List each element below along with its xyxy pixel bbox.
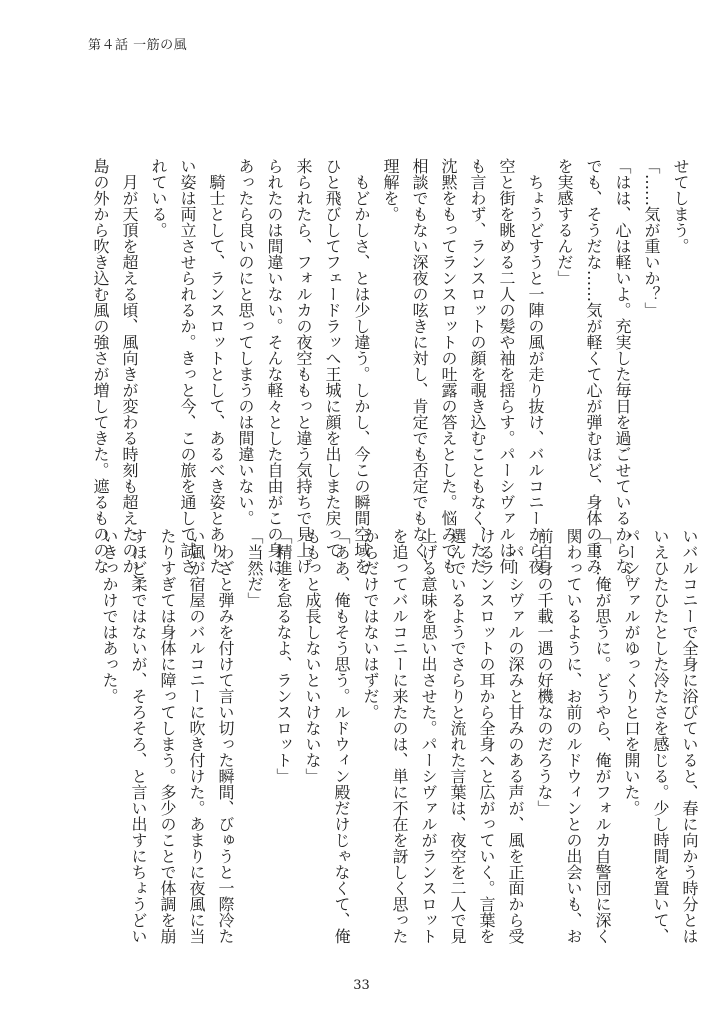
text-line: 月が天頂を超える頃、風向きが変わる時刻も超えたのか、 [120, 158, 139, 590]
text-line: 騎士として、ランスロットとして、あるべき姿とありた [207, 158, 226, 574]
text-line: れている。 [149, 158, 168, 238]
text-line: いバルコニーで全身に浴びていると、春に向かう時分とは [680, 528, 699, 944]
text-line: たりすぎては身体に障ってしまう。多少のことで体調を崩 [158, 528, 177, 944]
text-line: 理解を。 [381, 158, 400, 222]
page-number: 33 [353, 978, 370, 993]
text-line: 沈黙をもってランスロットの吐露の答えとした。悩みでも [439, 158, 458, 574]
text-line: 空と街を眺める二人の髪や袖を揺らす。パーシヴァルは何 [497, 158, 516, 574]
text-line: でも、そうだな……気が軽くて心が弾むほど、身体の重み [584, 158, 603, 574]
text-line: 「はは、心は軽いよ。充実した毎日を過ごせているからな。 [613, 158, 632, 590]
text-line: けるランスロットの耳から全身へと広がっていく。言葉を [477, 528, 496, 944]
text-line: いえひたひたとした冷たさを感じる。少し時間を置いて、 [651, 528, 670, 944]
text-line: からだけではないはずだ。 [361, 528, 380, 720]
text-line: い姿は両立させられるか。きっと今、この旅を通して試さ [178, 158, 197, 574]
text-line: 「当然だ」 [245, 528, 264, 608]
text-line: すほど柔ではないが、そろそろ、と言い出すにちょうどい [129, 528, 148, 944]
text-line: ひと飛びしてフェードラッへ王城に顔を出しまた戻って [323, 158, 342, 558]
text-line: 上げる意味を思い出させた。パーシヴァルがランスロット [419, 528, 438, 944]
text-line: 島の外から吹き込む風の強さが増してきた。遮るもののな [91, 158, 110, 574]
text-line: も言わず、ランスロットの顔を覗き込むこともなく、ただ [468, 158, 487, 574]
text-line: あったら良いのにと思ってしまうのは間違いない。 [236, 158, 255, 526]
text-block-bottom [95, 528, 704, 944]
text-line: パーシヴァルの深みと甘みのある声が、風を正面から受 [506, 528, 525, 944]
text-line: 選んでいるようでさらりと流れた言葉は、夜空を二人で見 [448, 528, 467, 944]
text-line: ちょうどすうと一陣の風が走り抜け、バルコニーから夜 [526, 158, 545, 574]
text-line: ももっと成長しないといけないな」 [303, 528, 322, 784]
text-line: を実感するんだ」 [555, 158, 574, 286]
text-line: 「……気が重いか？」 [642, 158, 661, 318]
chapter-header: 第４話 一筋の風 [88, 38, 188, 53]
text-line: いきっかけではあった。 [100, 528, 119, 704]
text-line: わざと弾みを付けて言い切った瞬間、びゅうと一際冷た [216, 528, 235, 944]
text-line: 「精進を怠るなよ、ランスロット」 [274, 528, 293, 784]
text-line: い風が宿屋のバルコニーに吹き付けた。あまりに夜風に当 [187, 528, 206, 944]
text-line: 相談でもない深夜の呟きに対し、肯定でも否定でもなく、 [410, 158, 429, 574]
text-line: 関わっているように、お前のルドウィンとの出会いも、お [564, 528, 583, 944]
text-line: 前自身の千載一遇の好機なのだろうな」 [535, 528, 554, 816]
text-line: を追ってバルコニーに来たのは、単に不在を訝しく思った [390, 528, 409, 944]
text-line: 「……俺が思うに。どうやら、俺がフォルカ自警団に深く [593, 528, 612, 944]
text-line: 来られたら、フォルカの夜空ももっと違う気持ちで見上げ [294, 158, 313, 574]
text-line: もどかしさ、とは少し違う。しかし、今この瞬間空域を [352, 158, 371, 574]
text-line: せてしまう。 [671, 158, 690, 254]
text-line: パーシヴァルがゆっくりと口を開いた。 [622, 528, 641, 816]
text-line: 「ああ、俺もそう思う。ルドウィン殿だけじゃなくて、俺 [332, 528, 351, 944]
text-line: られたのは間違いない。そんな軽々とした自由がこの身に [265, 158, 284, 574]
